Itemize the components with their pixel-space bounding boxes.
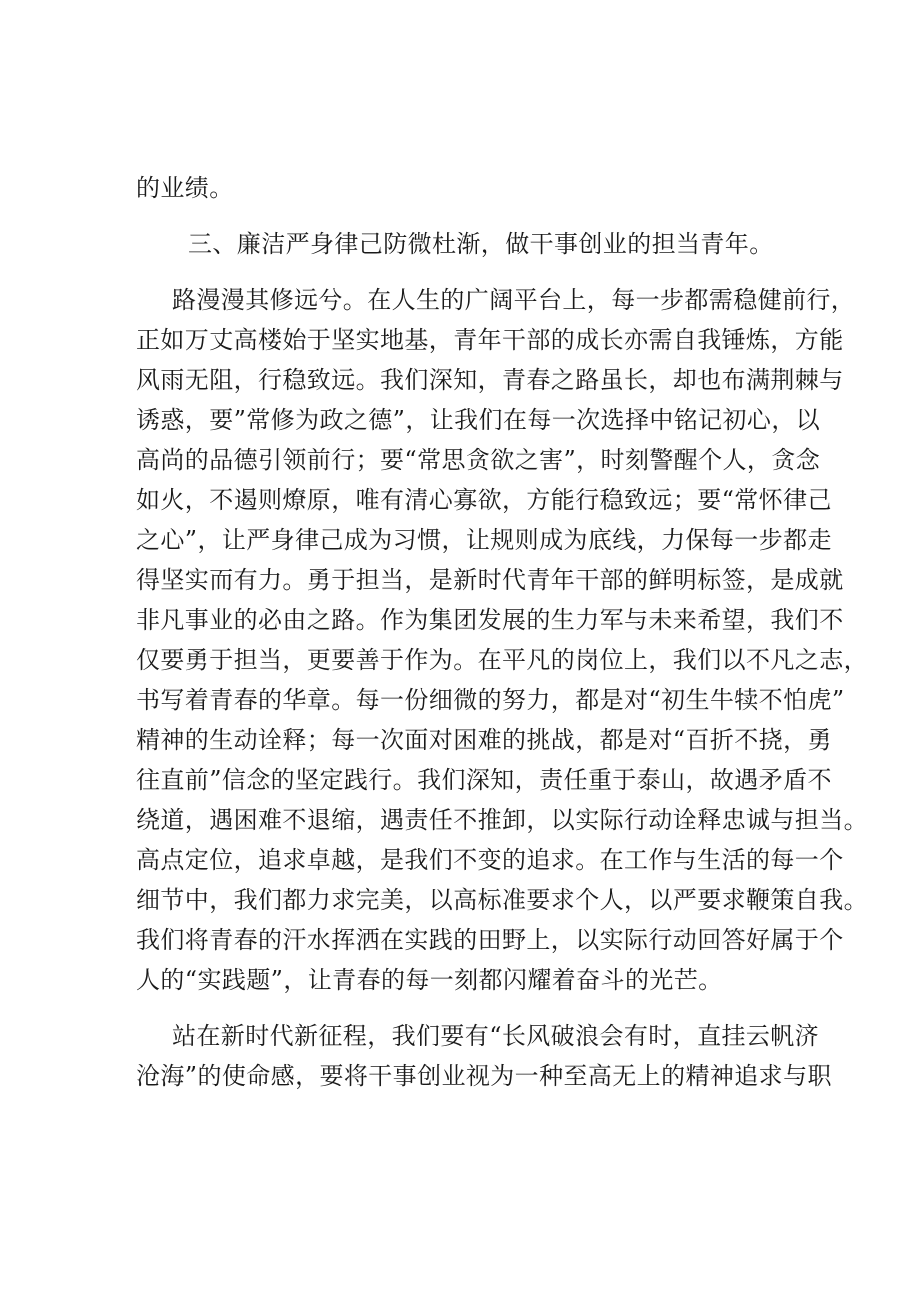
text-line: 细节中，我们都力求完美，以高标准要求个人，以严要求鞭策自我。 [136, 886, 868, 914]
text-line: 绕道，遇困难不退缩，遇责任不推卸，以实际行动诠释忠诚与担当。 [136, 806, 868, 834]
text-line: 如火，不遏则燎原，唯有清心寡欲，方能行稳致远；要“常怀律己 [136, 486, 832, 514]
text-line: 往直前”信念的坚定践行。我们深知，责任重于泰山，故遇矛盾不 [136, 766, 832, 794]
text-line: 风雨无阻，行稳致远。我们深知，青春之路虽长，却也布满荆棘与 [136, 366, 844, 394]
text-line: 站在新时代新征程，我们要有“长风破浪会有时，直挂云帆济 [172, 1022, 820, 1050]
text-line: 非凡事业的必由之路。作为集团发展的生力军与未来希望，我们不 [136, 606, 844, 634]
text-line: 沧海”的使命感，要将干事创业视为一种至高无上的精神追求与职 [136, 1062, 832, 1090]
text-line: 正如万丈高楼始于坚实地基，青年干部的成长亦需自我锤炼，方能 [136, 326, 844, 354]
section-heading: 三、廉洁严身律己防微杜渐，做干事创业的担当青年。 [188, 230, 774, 258]
text-line: 诱惑，要”常修为政之德”，让我们在每一次选择中铭记初心，以 [136, 406, 821, 434]
text-line: 得坚实而有力。勇于担当，是新时代青年干部的鲜明标签，是成就 [136, 566, 844, 594]
text-line: 我们将青春的汗水挥洒在实践的田野上，以实际行动回答好属于个 [136, 926, 844, 954]
text-line: 之心”，让严身律己成为习惯，让规则成为底线，力保每一步都走 [136, 526, 832, 554]
text-line: 书写着青春的华章。每一份细微的努力，都是对“初生牛犊不怕虎” [136, 686, 845, 714]
text-line: 高尚的品德引领前行；要“常思贪欲之害”，时刻警醒个人，贪念 [136, 446, 821, 474]
text-line: 仅要勇于担当，更要善于作为。在平凡的岗位上，我们以不凡之志， [136, 646, 868, 674]
text-line: 精神的生动诠释；每一次面对困难的挑战，都是对“百折不挠，勇 [136, 726, 832, 754]
text-line: 的业绩。 [136, 174, 234, 202]
text-line: 人的“实践题”，让青春的每一刻都闪耀着奋斗的光芒。 [136, 966, 723, 994]
text-line: 高点定位，追求卓越，是我们不变的追求。在工作与生活的每一个 [136, 846, 844, 874]
text-line: 路漫漫其修远兮。在人生的广阔平台上，每一步都需稳健前行， [172, 286, 856, 314]
